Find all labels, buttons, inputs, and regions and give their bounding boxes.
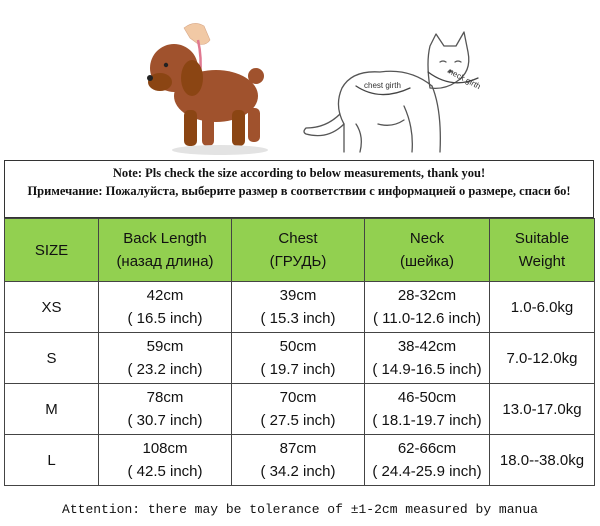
weight-cell: 1.0-6.0kg: [490, 282, 595, 333]
neck-cm: 28-32cm: [397, 287, 457, 304]
neck-inch: ( 18.1-19.7 inch): [372, 412, 482, 429]
chest-inch: ( 15.3 inch): [260, 310, 336, 327]
back-length-cm: 78cm: [146, 389, 184, 406]
neck-inch: ( 11.0-12.6 inch): [372, 310, 482, 327]
neck-cm: 46-50cm: [397, 389, 457, 406]
header-chest-ru: (ГРУДЬ): [269, 253, 327, 270]
back-length-inch: ( 42.5 inch): [127, 463, 203, 480]
header-chest-en: Chest: [278, 230, 318, 247]
header-size-label: SIZE: [34, 241, 69, 259]
chest-inch: ( 27.5 inch): [260, 412, 336, 429]
table-row: [5, 333, 595, 384]
header-weight: [490, 219, 595, 282]
size-cell: L: [5, 435, 99, 486]
neck-cell: [365, 435, 490, 486]
neck-cm: 62-66cm: [397, 440, 457, 457]
size-cell: M: [5, 384, 99, 435]
chest-cell: [232, 282, 365, 333]
back-length-inch: ( 16.5 inch): [127, 310, 203, 327]
table-row: [5, 384, 595, 435]
header-neck: [365, 219, 490, 282]
chest-inch: ( 19.7 inch): [260, 361, 336, 378]
size-cell: S: [5, 333, 99, 384]
chest-cell: [232, 384, 365, 435]
header-back-length-ru: (назад длина): [116, 253, 214, 270]
chest-inch: ( 34.2 inch): [260, 463, 336, 480]
note-russian: Примечание: Пожалуйста, выберите размер в соответствии с информацией о размере, спаси бо!: [27, 184, 571, 198]
back-length-cm: 108cm: [142, 440, 188, 457]
chest-cm: 50cm: [279, 338, 317, 355]
header-neck-en: Neck: [409, 230, 445, 247]
back-length-cell: [99, 435, 232, 486]
neck-cm: 38-42cm: [397, 338, 457, 355]
size-cell: XS: [5, 282, 99, 333]
size-table: [4, 218, 595, 486]
neck-inch: ( 14.9-16.5 inch): [372, 361, 482, 378]
chest-girth-label: chest girth: [364, 81, 401, 90]
header-chest: [232, 219, 365, 282]
chest-cm: 70cm: [279, 389, 317, 406]
header-back-length: [99, 219, 232, 282]
header-weight-line1: Suitable: [514, 230, 570, 247]
dog-photo: [128, 18, 273, 158]
header-weight-line2: Weight: [518, 253, 566, 270]
chest-cell: [232, 333, 365, 384]
neck-girth-label: neck girth: [447, 66, 483, 92]
neck-cell: [365, 384, 490, 435]
neck-cell: [365, 282, 490, 333]
attention-note: Attention: there may be tolerance of ±1-2cm measured by manua: [62, 502, 538, 517]
neck-cell: [365, 333, 490, 384]
cat-drawing: [300, 28, 500, 158]
note-english: Note: Pls check the size according to below measurements, thank you!: [112, 166, 486, 180]
header-neck-ru: (шейка): [400, 253, 454, 270]
header-back-length-en: Back Length: [123, 230, 207, 247]
table-row: [5, 282, 595, 333]
back-length-cell: [99, 333, 232, 384]
back-length-cm: 59cm: [146, 338, 184, 355]
illustration-area: [0, 0, 600, 160]
weight-cell: 7.0-12.0kg: [490, 333, 595, 384]
weight-cell: 13.0-17.0kg: [490, 384, 595, 435]
measurement-note: [4, 160, 594, 218]
chest-cm: 39cm: [279, 287, 317, 304]
table-row: [5, 435, 595, 486]
chest-cell: [232, 435, 365, 486]
header-size: [5, 219, 99, 282]
header-row: [5, 219, 595, 282]
back-length-inch: ( 30.7 inch): [127, 412, 203, 429]
back-length-inch: ( 23.2 inch): [127, 361, 203, 378]
back-length-cell: [99, 384, 232, 435]
weight-cell: 18.0--38.0kg: [490, 435, 595, 486]
back-length-cm: 42cm: [146, 287, 184, 304]
back-length-cell: [99, 282, 232, 333]
chest-cm: 87cm: [279, 440, 317, 457]
neck-inch: ( 24.4-25.9 inch): [372, 463, 482, 480]
